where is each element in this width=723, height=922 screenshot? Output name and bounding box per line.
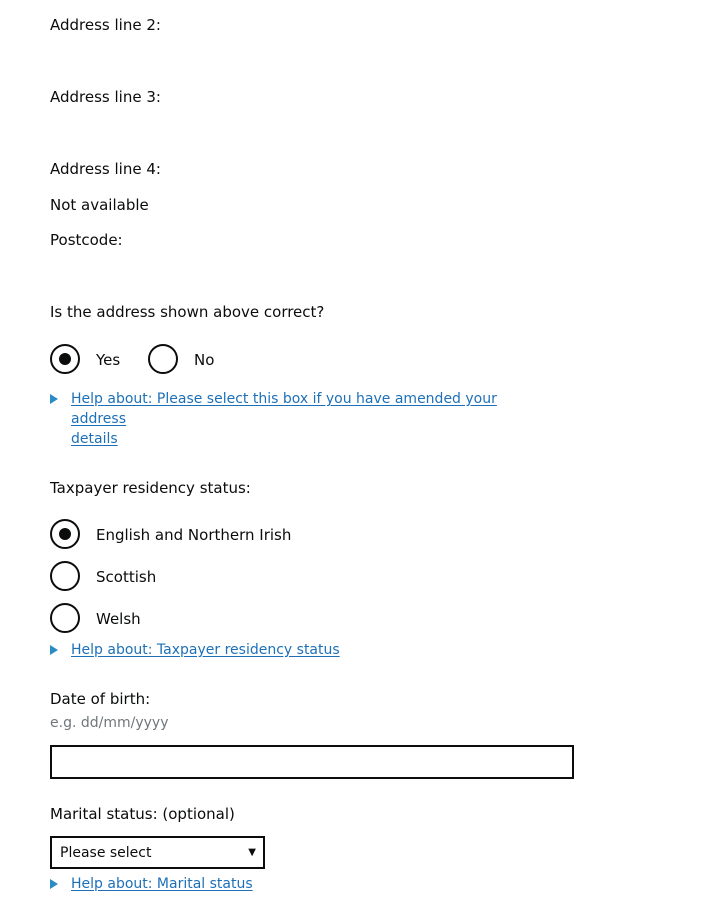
marital-label: Marital status: (optional) bbox=[50, 805, 235, 823]
residency-english-option[interactable] bbox=[50, 519, 80, 549]
address-correct-question: Is the address shown above correct? bbox=[50, 303, 325, 321]
residency-help-details[interactable] bbox=[50, 640, 340, 660]
address-correct-yes-label[interactable]: Yes bbox=[96, 351, 121, 369]
residency-welsh-radio[interactable] bbox=[50, 603, 80, 633]
marital-select[interactable] bbox=[50, 836, 265, 869]
residency-english-radio[interactable] bbox=[50, 519, 80, 549]
residency-scottish-radio[interactable] bbox=[50, 561, 80, 591]
marital-select-value: Please select bbox=[60, 844, 152, 861]
address-correct-yes-radio[interactable] bbox=[50, 344, 80, 374]
residency-welsh-label[interactable]: Welsh bbox=[96, 610, 141, 628]
address-correct-no-option[interactable] bbox=[148, 344, 178, 374]
address-help-details[interactable] bbox=[50, 389, 550, 449]
address-line-4-value: Not available bbox=[50, 196, 149, 214]
marital-help-link[interactable]: Help about: Marital status bbox=[71, 876, 253, 892]
residency-welsh-option[interactable] bbox=[50, 603, 80, 633]
dob-hint: e.g. dd/mm/yyyy bbox=[50, 715, 169, 731]
expand-triangle-icon bbox=[50, 394, 58, 404]
address-correct-no-label[interactable]: No bbox=[194, 351, 215, 369]
marital-help-details[interactable] bbox=[50, 874, 253, 894]
address-line-4-label: Address line 4: bbox=[50, 160, 161, 178]
address-correct-yes-option[interactable] bbox=[50, 344, 80, 374]
address-line-3-label: Address line 3: bbox=[50, 88, 161, 106]
residency-help-link[interactable]: Help about: Taxpayer residency status bbox=[71, 642, 340, 658]
postcode-label: Postcode: bbox=[50, 231, 123, 249]
residency-question: Taxpayer residency status: bbox=[50, 479, 251, 497]
chevron-down-icon: ▼ bbox=[248, 847, 256, 858]
dob-input[interactable] bbox=[50, 745, 574, 779]
expand-triangle-icon bbox=[50, 879, 58, 889]
residency-english-label[interactable]: English and Northern Irish bbox=[96, 526, 292, 544]
address-line-2-label: Address line 2: bbox=[50, 16, 161, 34]
address-help-link[interactable]: Help about: Please select this box if you have amended your address details bbox=[71, 391, 497, 447]
residency-scottish-label[interactable]: Scottish bbox=[96, 568, 157, 586]
residency-scottish-option[interactable] bbox=[50, 561, 80, 591]
dob-label: Date of birth: bbox=[50, 690, 151, 708]
address-correct-no-radio[interactable] bbox=[148, 344, 178, 374]
expand-triangle-icon bbox=[50, 645, 58, 655]
